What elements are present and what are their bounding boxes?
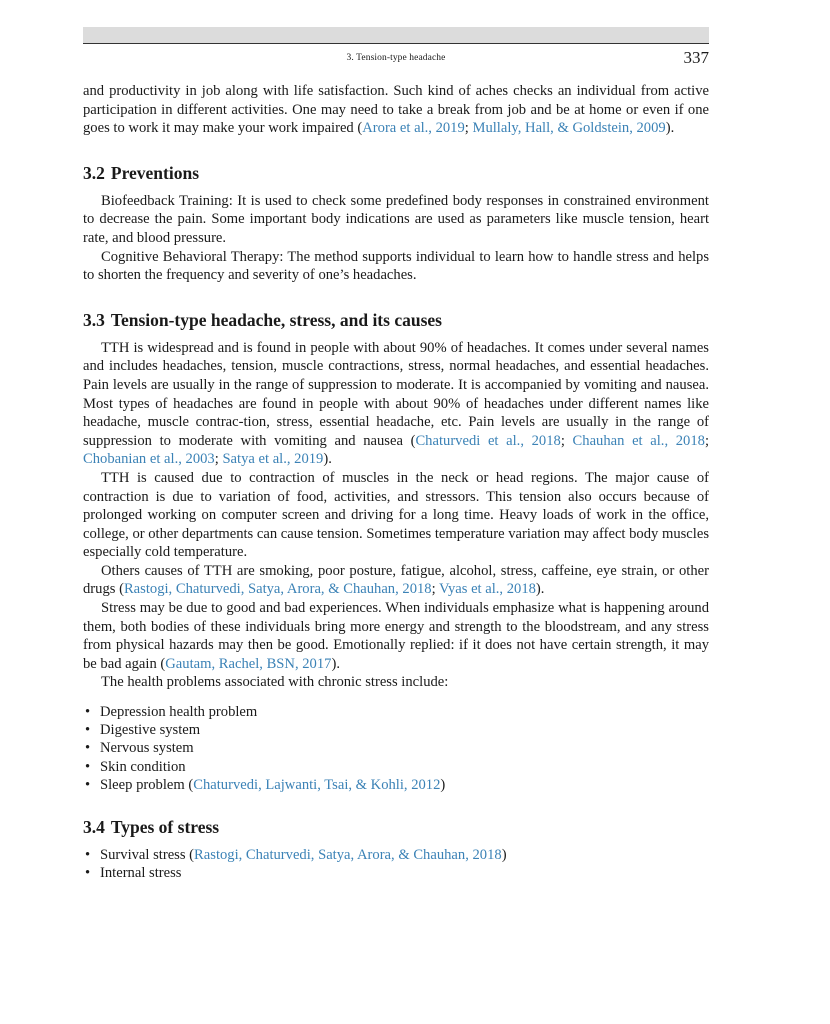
paragraph-cbt: Cognitive Behavioral Therapy: The method supports individual to learn how to handle stress and helps to shorten the frequency and severity of one’s headaches.: [83, 248, 709, 284]
citation-link[interactable]: Chauhan et al., 2018: [572, 432, 705, 449]
citation-link[interactable]: Chaturvedi et al., 2018: [415, 432, 561, 449]
list-item: • Skin condition: [83, 758, 709, 776]
list-item: • Digestive system: [83, 721, 709, 739]
list-item: • Depression health problem: [83, 703, 709, 721]
stress-types-list: [83, 846, 709, 882]
list-item: • Internal stress: [83, 864, 709, 882]
citation-link[interactable]: Gautam, Rachel, BSN, 2017: [165, 655, 332, 672]
citation-link[interactable]: Rastogi, Chaturvedi, Satya, Arora, & Chauhan, 2018: [123, 581, 432, 598]
book-page: [83, 27, 709, 882]
section-heading-3-2: 3.2 Preventions: [83, 162, 200, 183]
section-heading-3-4: 3.4 Types of stress: [83, 817, 220, 838]
citation-link[interactable]: Arora et al., 2019: [362, 120, 465, 137]
page-number: 337: [683, 48, 709, 67]
citation-link[interactable]: Vyas et al., 2018: [439, 581, 536, 598]
header-band: [83, 27, 709, 44]
paragraph-health-problems-intro: The health problems associated with chronic stress include:: [101, 674, 449, 691]
citation-link[interactable]: Satya et al., 2019: [222, 451, 324, 468]
section-heading-3-3: 3.3 Tension-type headache, stress, and its causes: [83, 309, 442, 330]
health-problems-list: [83, 703, 709, 794]
citation-link[interactable]: Chobanian et al., 2003: [83, 451, 215, 468]
paragraph-tth-overview: TTH is widespread and is found in people with about 90% of headaches. It comes under several names and includes headaches, tension, muscle contractions, stress, normal headaches, and essential headaches. Pain levels are usually in the range of suppression to moderate. It is accompanied by vomiting and nausea. Most types of headaches are found in people with about 90% of headaches under different names like headache, muscle contrac-tion, stress, essential headache, etc. Pain levels are usually in the range of suppression to moderate with vomiting and nausea (Chaturvedi et al., 2018; Chauhan et al., 2018; Chobanian et al., 2003; Satya et al., 2019).: [83, 339, 710, 468]
list-item: • Sleep problem (Chaturvedi, Lajwanti, Tsai, & Kohli, 2012): [83, 776, 709, 794]
citation-link[interactable]: Chaturvedi, Lajwanti, Tsai, & Kohli, 2012: [193, 776, 441, 793]
citation-link[interactable]: Mullaly, Hall, & Goldstein, 2009: [472, 120, 666, 137]
paragraph-biofeedback: Biofeedback Training: It is used to check some predefined body responses in constrained environment to decrease the pain. Some important body indications are used as parameters like muscle tension, heart rate, and blood pressure.: [83, 192, 709, 246]
running-header: [83, 44, 709, 68]
running-title: 3. Tension-type headache: [346, 53, 446, 63]
list-item: • Survival stress (Rastogi, Chaturvedi, Satya, Arora, & Chauhan, 2018): [83, 846, 709, 864]
citation-link[interactable]: Rastogi, Chaturvedi, Satya, Arora, & Chauhan, 2018: [194, 847, 502, 864]
paragraph-other-causes: Others causes of TTH are smoking, poor posture, fatigue, alcohol, stress, caffeine, eye strain, or other drugs (Rastogi, Chaturvedi, Satya, Arora, & Chauhan, 2018; Vyas et al., 2018).: [83, 562, 709, 598]
list-item: • Nervous system: [83, 739, 709, 757]
paragraph-stress-experiences: Stress may be due to good and bad experiences. When individuals emphasize what is happening around them, both bodies of these individuals bring more energy and strength to the bloodstream, and any stress from physical hazards may then be good. Emotionally replied: if it does not have certain strength, it may be bad again (Gautam, Rachel, BSN, 2017).: [83, 600, 709, 672]
intro-paragraph: and productivity in job along with life satisfaction. Such kind of aches checks an individual from active participation in different activities. One may need to take a break from job and be at home or even if one goes to work it may make your work impaired (Arora et al., 2019; Mullaly, Hall, & Goldstein, 2009).: [83, 83, 709, 137]
paragraph-tth-causes: TTH is caused due to contraction of muscles in the neck or head regions. The major cause of contraction is due to variation of food, activities, and stressors. This tension also occurs because of prolonged working on computer screen and driving for a long time. Heavy loads of work in the office, college, or other departments can cause tension. Sometimes temperature variation may affect body muscles especially cold temperature.: [83, 469, 709, 561]
